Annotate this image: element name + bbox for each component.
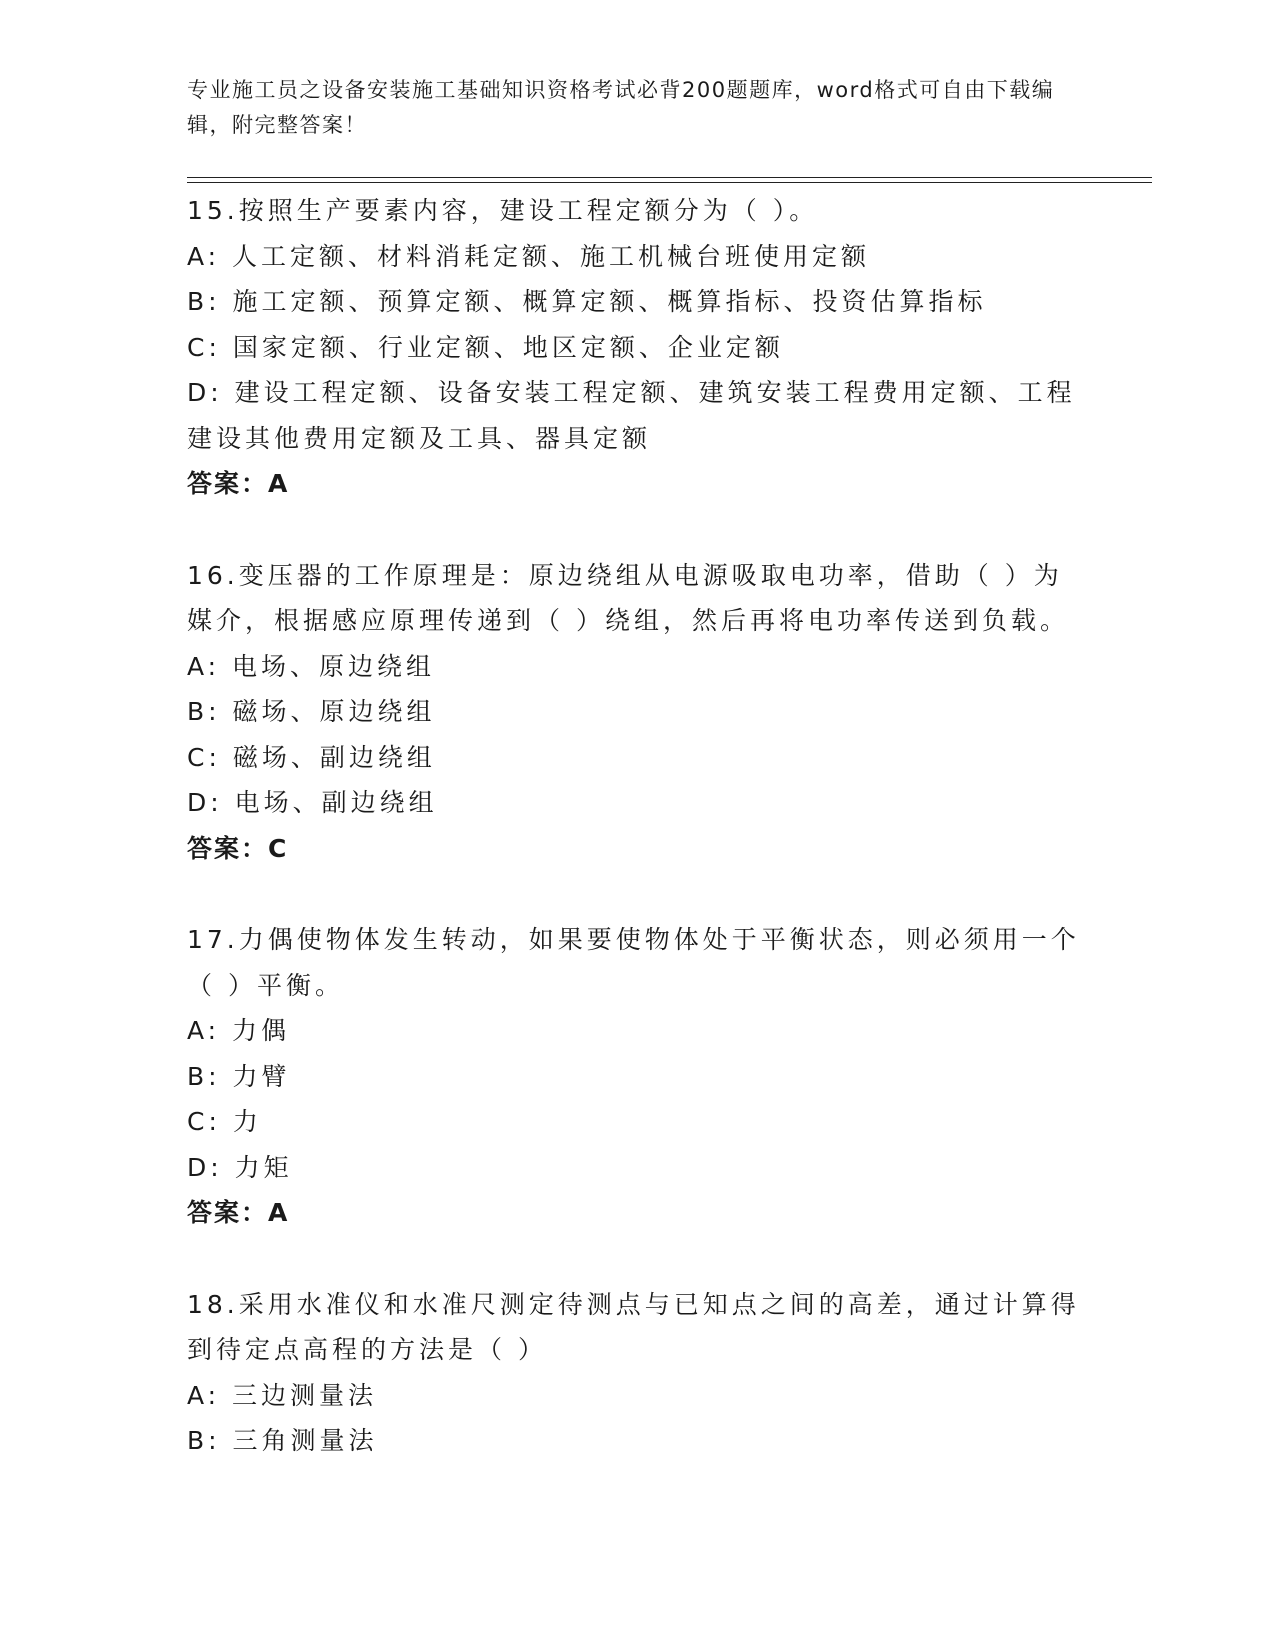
- option-d: D: 电场、副边绕组: [187, 788, 438, 817]
- answer-text: 答案：C: [187, 833, 289, 863]
- question-text: 18.采用水准仪和水准尺测定待测点与已知点之间的高差，通过计算得到待定点高程的方法是（ ）: [187, 1289, 1080, 1364]
- option-c: C: 磁场、副边绕组: [187, 742, 436, 772]
- question-item: [187, 1282, 1087, 1464]
- header-divider-top: [187, 177, 1152, 178]
- document-header: [187, 73, 1067, 143]
- option-d: D: 力矩: [187, 1152, 293, 1182]
- question-text: 16.变压器的工作原理是：原边绕组从电源吸取电功率，借助（ ）为媒介，根据感应原理传递到（ ）绕组，然后再将电功率传送到负载。: [187, 560, 1069, 635]
- option-a: A: 三边测量法: [187, 1380, 378, 1410]
- option-a: A: 力偶: [187, 1016, 291, 1045]
- answer-text: 答案：A: [187, 1198, 290, 1227]
- option-a: A: 人工定额、材料消耗定额、施工机械台班使用定额: [187, 241, 871, 271]
- question-item: [187, 917, 1087, 1236]
- question-item: [187, 188, 1087, 507]
- option-b: B: 三角测量法: [187, 1426, 378, 1455]
- option-d: D: 建设工程定额、设备安装工程定额、建筑安装工程费用定额、工程建设其他费用定额及工具、器具定额: [187, 378, 1076, 453]
- question-item: [187, 553, 1087, 872]
- option-c: C: 国家定额、行业定额、地区定额、企业定额: [187, 332, 784, 362]
- option-b: B: 磁场、原边绕组: [187, 697, 436, 726]
- option-b: B: 力臂: [187, 1061, 291, 1091]
- option-c: C: 力: [187, 1107, 262, 1136]
- header-intro-text: 专业施工员之设备安装施工基础知识资格考试必背200题题库，word格式可自由下载编辑，附完整答案！: [187, 78, 1055, 137]
- question-text: 17.力偶使物体发生转动，如果要使物体处于平衡状态，则必须用一个（ ）平衡。: [187, 925, 1080, 1000]
- header-divider-bottom: [187, 182, 1152, 183]
- question-list: [187, 188, 1087, 1510]
- option-b: B: 施工定额、预算定额、概算定额、概算指标、投资估算指标: [187, 287, 987, 316]
- option-a: A: 电场、原边绕组: [187, 651, 436, 681]
- answer-text: 答案：A: [187, 469, 290, 498]
- question-text: 15.按照生产要素内容，建设工程定额分为（ ）。: [187, 196, 819, 225]
